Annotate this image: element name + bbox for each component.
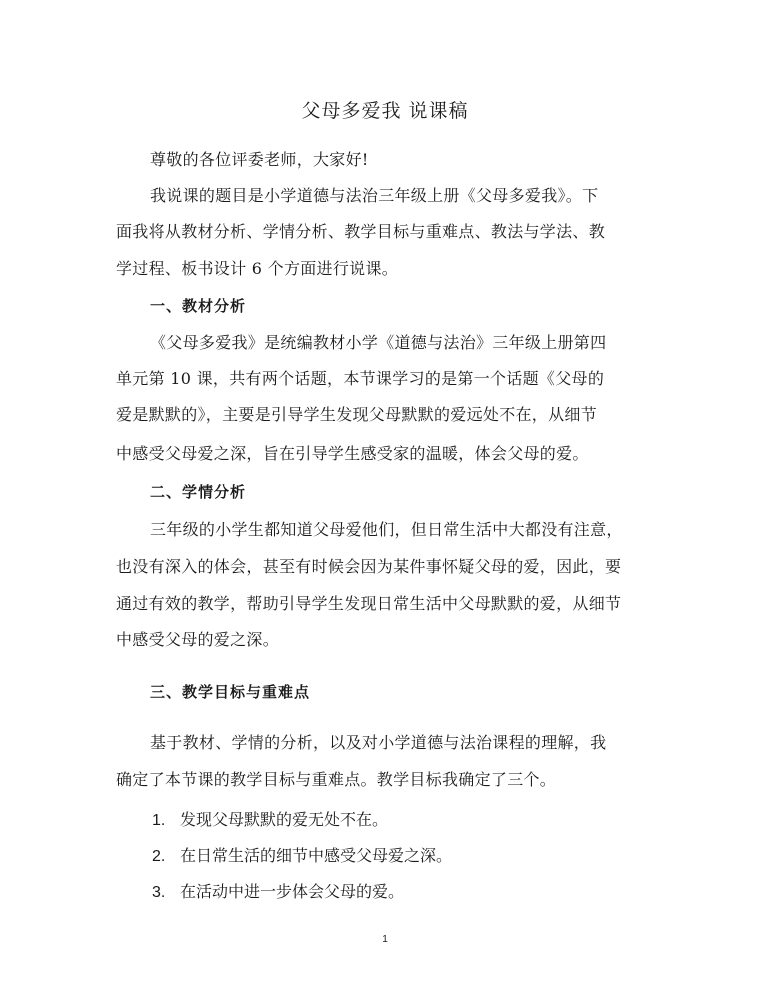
page-number: 1: [382, 934, 388, 945]
list-number: 2.: [152, 848, 166, 865]
paragraph-line: 三年级的小学生都知道父母爱他们，但日常生活中大都没有注意，: [150, 520, 623, 539]
section-heading-goals: 三、教学目标与重难点: [150, 683, 311, 701]
section-heading-textbook: 一、教材分析: [150, 297, 247, 315]
paragraph-line: 中感受父母的爱之深。: [116, 630, 280, 649]
paragraph-line: 中感受父母爱之深，旨在引导学生感受家的温暖，体会父母的爱。: [116, 444, 589, 463]
intro-line-3: 学过程、板书设计 6 个方面进行说课。: [116, 259, 399, 278]
intro-line-1: 我说课的题目是小学道德与法治三年级上册《父母多爱我》。下: [150, 186, 599, 205]
list-number: 3.: [152, 884, 166, 901]
paragraph-line: 也没有深入的体会，甚至有时候会因为某件事怀疑父母的爱，因此，要: [116, 557, 622, 576]
greeting: 尊敬的各位评委老师，大家好!: [150, 150, 369, 169]
goal-list-item: [152, 846, 452, 867]
paragraph-line: 《父母多爱我》是统编教材小学《道德与法治》三年级上册第四: [150, 333, 607, 352]
paragraph-line: 基于教材、学情的分析，以及对小学道德与法治课程的理解，我: [150, 733, 607, 752]
goal-list-item: [152, 810, 388, 831]
paragraph-line: 确定了本节课的教学目标与重难点。教学目标我确定了三个。: [116, 770, 557, 789]
list-text: 在活动中进一步体会父母的爱。: [180, 882, 405, 901]
paragraph-line: 通过有效的教学，帮助引导学生发现日常生活中父母默默的爱，从细节: [116, 594, 622, 613]
list-number: 1.: [152, 812, 166, 829]
list-text: 发现父母默默的爱无处不在。: [180, 810, 389, 829]
list-text: 在日常生活的细节中感受父母爱之深。: [180, 846, 453, 865]
intro-line-2: 面我将从教材分析、学情分析、教学目标与重难点、教法与学法、教: [116, 222, 606, 241]
paragraph-line: 爱是默默的》，主要是引导学生发现父母默默的爱远处不在，从细节: [116, 405, 598, 424]
section-heading-students: 二、学情分析: [150, 483, 247, 501]
paragraph-line: 单元第 10 课，共有两个话题，本节课学习的是第一个话题《父母的: [116, 369, 605, 388]
document-title: 父母多爱我 说课稿: [301, 100, 469, 122]
goal-list-item: [152, 882, 404, 903]
